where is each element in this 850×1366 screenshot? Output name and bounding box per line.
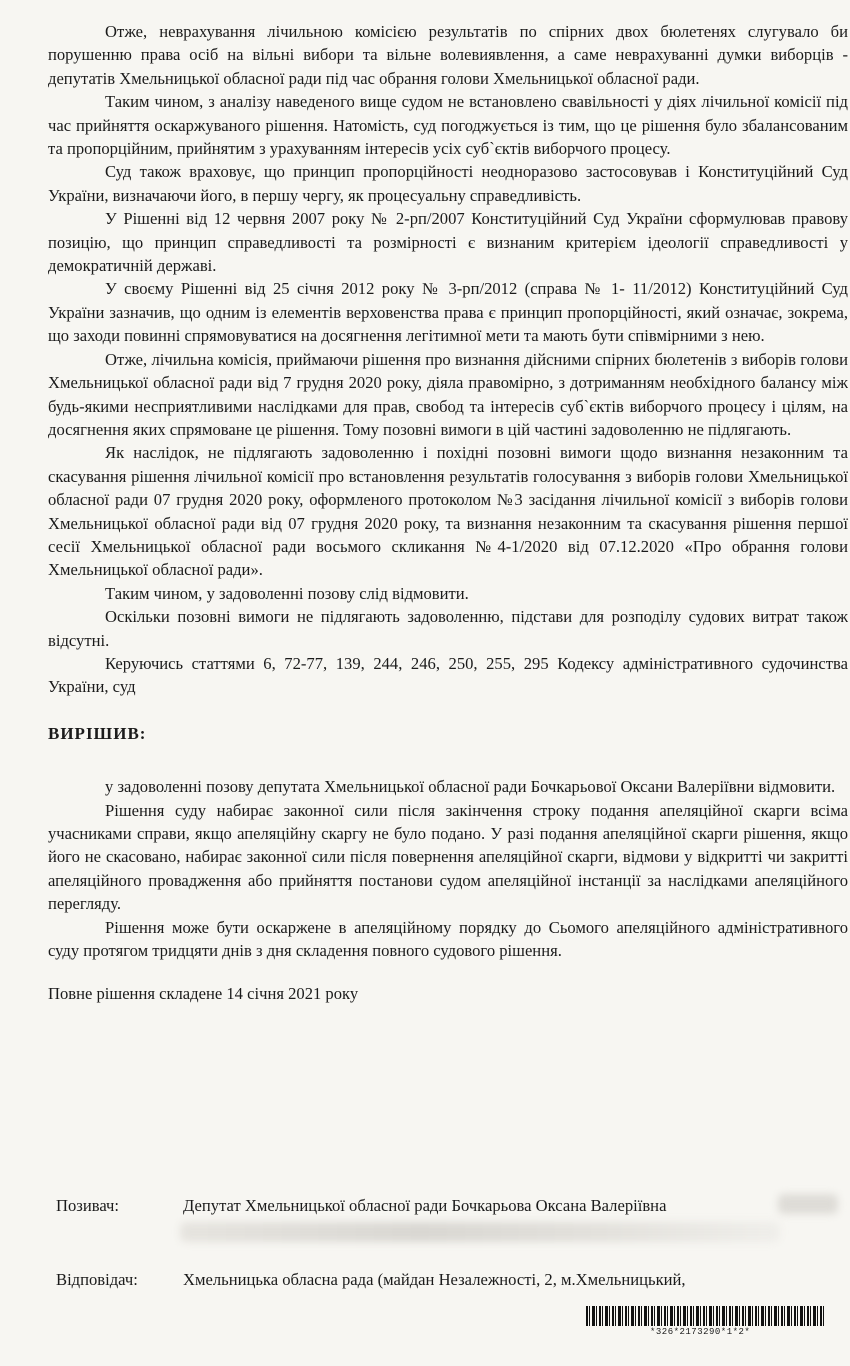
paragraph-3: Суд також враховує, що принцип пропорційності неодноразово застосовував і Конституційний Суд України, визначаючи його, в першу чергу, як процесуальну справедливість. [48,162,848,205]
paragraph-7: Як наслідок, не підлягають задоволенню і похідні позовні вимоги щодо визнання незаконним та скасування рішення лічильної комісії про встановлення результатів голосування з виборів голови Хмельницької обласної ради 07 грудня 2020 року, оформленого протоколом №3 засідання лічильної комісії з виборів голови Хмельницької обласної ради від 07 грудня 2020 року, та визнання незаконним та скасування рішення першої сесії Хмельницької обласної ради восьмого скликання №4-1/2020 від 07.12.2020 «Про обрання голови Хмельницької обласної ради». [48,443,848,580]
plaintiff-label: Позивач: [56,1196,119,1215]
full-decision-date: Повне рішення складене 14 січня 2021 року [48,984,359,1004]
paragraph-8: Таким чином, у задоволенні позову слід відмовити. [105,583,469,603]
barcode-image [586,1306,826,1326]
paragraph-10: Керуючись статтями 6, 72-77, 139, 244, 246, 250, 255, 295 Кодексу адміністративного судочинства України, суд [48,653,848,697]
resolution-paragraph-1: у задоволенні позову депутата Хмельницької обласної ради Бочкарьової Оксани Валеріївни відмовити. [105,777,836,797]
paragraph-4: У Рішенні від 12 червня 2007 року № 2-рп/2007 Конституційний Суд України сформулював правову позицію, що принцип справедливості та розмірності є визнаним критерієм ідеології справедливості у демократичній державі. [48,209,848,276]
redacted-address [180,1222,780,1242]
decision-body [48,20,848,1006]
plaintiff-row [56,1196,850,1216]
plaintiff-value: Депутат Хмельницької обласної ради Бочкарьова Оксана Валеріївна [183,1196,667,1215]
paragraph-2: Таким чином, з аналізу наведеного вище судом не встановлено свавільності у діях лічильної комісії під час прийняття оскаржуваного рішення. Натомість, суд погоджується із тим, що це рішення було збалансованим та пропорційним, прийнятим з урахуванням інтересів усіх суб`єктів виборчого процесу. [48,92,848,159]
defendant-label: Відповідач: [56,1270,138,1289]
paragraph-5: У своєму Рішенні від 25 січня 2012 року № 3-рп/2012 (справа № 1- 11/2012) Конституційний Суд України зазначив, що одним із елементів верховенства права є принцип пропорційності, який означає, зокрема, що заходи повинні спрямовуватися на досягнення легітимної мети та мають бути співмірними з нею. [48,279,848,346]
defendant-row [56,1270,850,1290]
defendant-value: Хмельницька обласна рада (майдан Незалежності, 2, м.Хмельницький, [183,1270,686,1289]
resolution-heading: ВИРІШИВ: [48,723,147,743]
paragraph-9: Оскільки позовні вимоги не підлягають задоволенню, підстави для розподілу судових витрат також відсутні. [48,607,848,650]
paragraph-6: Отже, лічильна комісія, приймаючи рішення про визнання дійсними спірних бюлетенів з виборів голови Хмельницької обласної ради від 7 грудня 2020 року, діяла правомірно, з дотриманням необхідного балансу між будь-якими несприятливими наслідками для прав, свобод та інтересів суб`єктів виборчого процесу і цілям, на досягнення яких спрямоване це рішення. Тому позовні вимоги в цій частині задоволенню не підлягають. [48,349,848,439]
resolution-paragraph-3: Рішення може бути оскаржене в апеляційному порядку до Сьомого апеляційного адміністративного суду протягом тридцяти днів з дня складення повного судового рішення. [48,917,848,961]
resolution-paragraph-2: Рішення суду набирає законної сили після закінчення строку подання апеляційної скарги всіма учасниками справи, якщо апеляційну скаргу не було подано. У разі подання апеляційної скарги рішення, якщо його не скасовано, набирає законної сили після повернення апеляційної скарги, відмови у відкритті чи закритті апеляційного провадження або прийняття постанови судом апеляційної інстанції за наслідками апеляційного перегляду. [48,800,848,914]
paragraph-1: Отже, неврахування лічильною комісією результатів по спірних двох бюлетенях слугувало би порушенню права осіб на вільні вибори та вільне волевиявлення, а саме неврахуванні думки виборців - депутатів Хмельницької обласної ради під час обрання голови Хмельницької обласної ради. [48,22,848,88]
redacted-tail [778,1194,838,1214]
barcode-number: *326*2173290*1*2* [650,1327,751,1337]
